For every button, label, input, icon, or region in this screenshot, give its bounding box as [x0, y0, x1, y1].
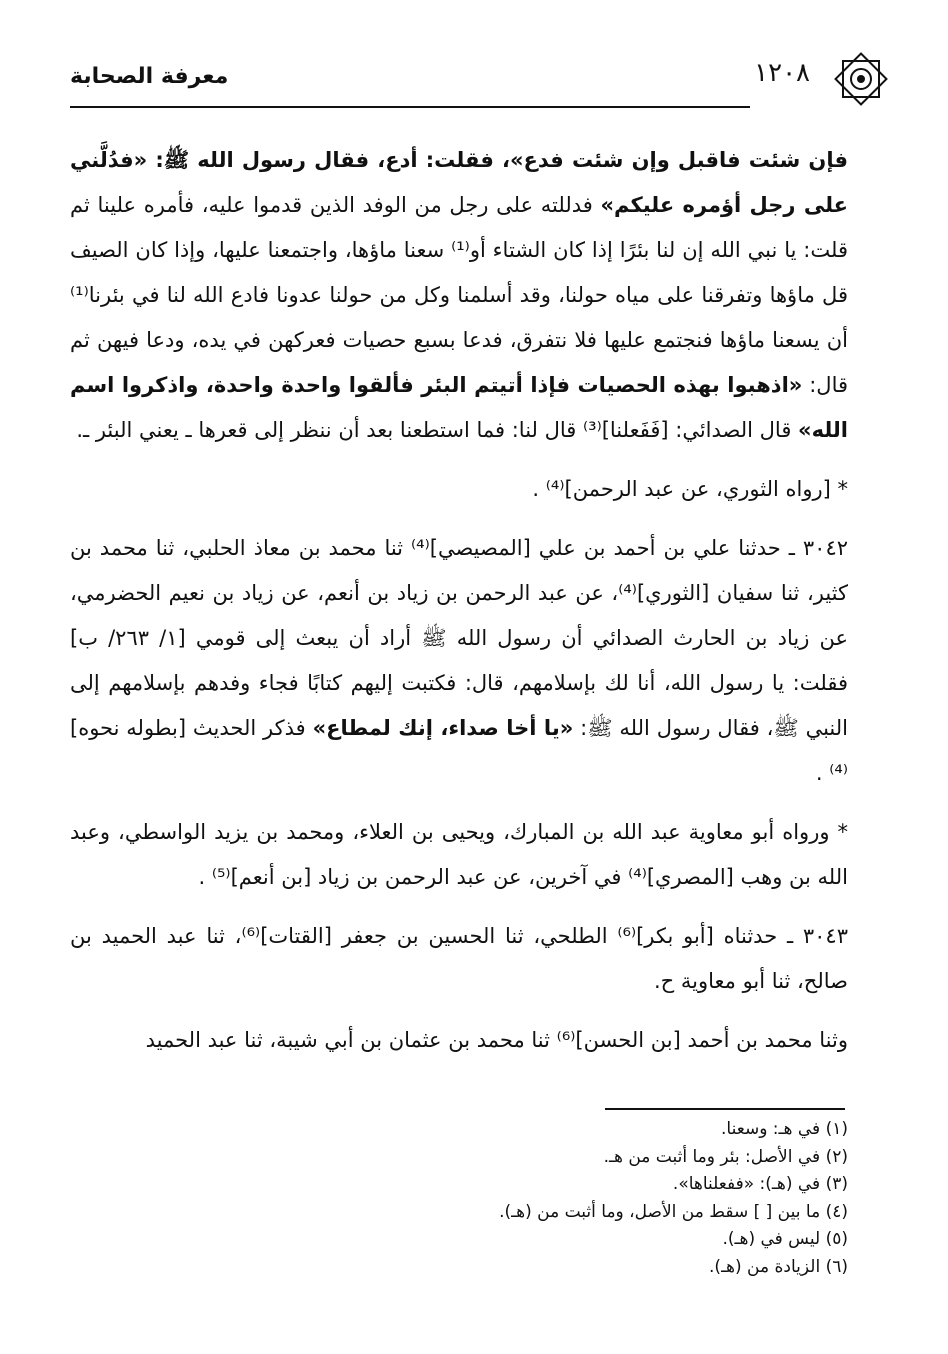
footnote-item: (١) في هـ: وسعنا. [721, 1119, 848, 1139]
paragraph-1 [70, 138, 848, 453]
page-number: ١٢٠٨ [754, 58, 810, 88]
octagram-ornament-icon [832, 50, 890, 108]
main-text [70, 138, 848, 1077]
quote-3: «يا أخا صداء، إنك لمطاع» [312, 716, 574, 740]
paragraph-4: * ورواه أبو معاوية عبد الله بن المبارك، ويحيى بن العلاء، ومحمد بن يزيد الواسطي، وعبد الله بن وهب [المصري]⁽⁴⁾ في آخرين، عن عبد الرحمن بن زياد [بن أنعم]⁽⁵⁾ . [70, 820, 848, 889]
page-header [70, 50, 890, 105]
text-1: فدللته على رجل من الوفد الذين قدموا عليه، فأمره علينا ثم قلت: يا نبي الله إن لنا بئرًا إذا كان الشتاء أو⁽¹⁾ سعنا ماؤها، واجتمعنا عليها، وإذا كان الصيف قل ماؤها وتفرقنا على مياه حولنا، وقد أسلمنا وكل من حولنا عدونا فادع الله لنا في بئرنا⁽¹⁾ أن يسعنا ماؤها فنجتمع عليها فلا نتفرق، فدعا بسبع حصيات فعركهن في يده، ودعا فيهن ثم قال: [70, 193, 849, 397]
paragraph-5: ٣٠٤٣ ـ حدثناه [أبو بكر]⁽⁶⁾ الطلحي، ثنا الحسين بن جعفر [القتات]⁽⁶⁾، ثنا عبد الحميد بن صالح، ثنا أبو معاوية ح. [70, 924, 848, 993]
text-3: ٣٠٤٢ ـ حدثنا علي بن أحمد بن علي [المصيصي]⁽⁴⁾ ثنا محمد بن معاذ الحلبي، ثنا محمد بن كثير، ثنا سفيان [الثوري]⁽⁴⁾، عن عبد الرحمن بن زياد بن أنعم، عن زياد بن نعيم الحضرمي، عن زياد بن الحارث الصدائي أن رسول الله ﷺ أراد أن يبعث إلى قومي [١/ ٢٦٣/ ب] فقلت: يا رسول الله، أنا لك بإسلامهم، قال: فكتبت إليهم كتابًا فجاء وفدهم بإسلامهم إلى النبي ﷺ، فقال رسول الله ﷺ: [70, 536, 849, 740]
running-title: معرفة الصحابة [70, 64, 229, 89]
quote-2: «اذهبوا بهذه الحصيات فإذا أتيتم البئر فألقوا واحدة واحدة، واذكروا اسم الله» [70, 373, 848, 442]
text-2: قال الصدائي: [فَفَعلنا]⁽³⁾ قال لنا: فما استطعنا بعد أن ننظر إلى قعرها ـ يعني البئر ـ. [76, 418, 799, 442]
footnotes [248, 1116, 848, 1281]
text-4: فذكر الحديث [بطوله نحوه]⁽⁴⁾ . [70, 716, 848, 785]
footnote-item: (٥) ليس في (هـ). [722, 1229, 848, 1249]
footnote-item: (٦) الزيادة من (هـ). [709, 1256, 848, 1277]
quote-1: فإن شئت فاقبل وإن شئت فدع»، فقلت: أدع، فقال رسول الله ﷺ: «فدُلَّني على رجل أؤمره عليكم» [70, 148, 848, 217]
header-rule [70, 106, 750, 108]
footnote-rule [605, 1108, 845, 1110]
paragraph-2: * [رواه الثوري، عن عبد الرحمن]⁽⁴⁾ . [532, 477, 848, 501]
paragraph-6: وثنا محمد بن أحمد [بن الحسن]⁽⁶⁾ ثنا محمد بن عثمان بن أبي شيبة، ثنا عبد الحميد [145, 1028, 848, 1052]
footnote-item: (٣) في (هـ): «ففعلناها». [672, 1174, 848, 1194]
footnote-item: (٢) في الأصل: بئر وما أثبت من هـ. [603, 1146, 848, 1167]
footnote-item: (٤) ما بين [ ] سقط من الأصل، وما أثبت من (هـ). [499, 1201, 848, 1222]
paragraph-3 [70, 526, 848, 796]
